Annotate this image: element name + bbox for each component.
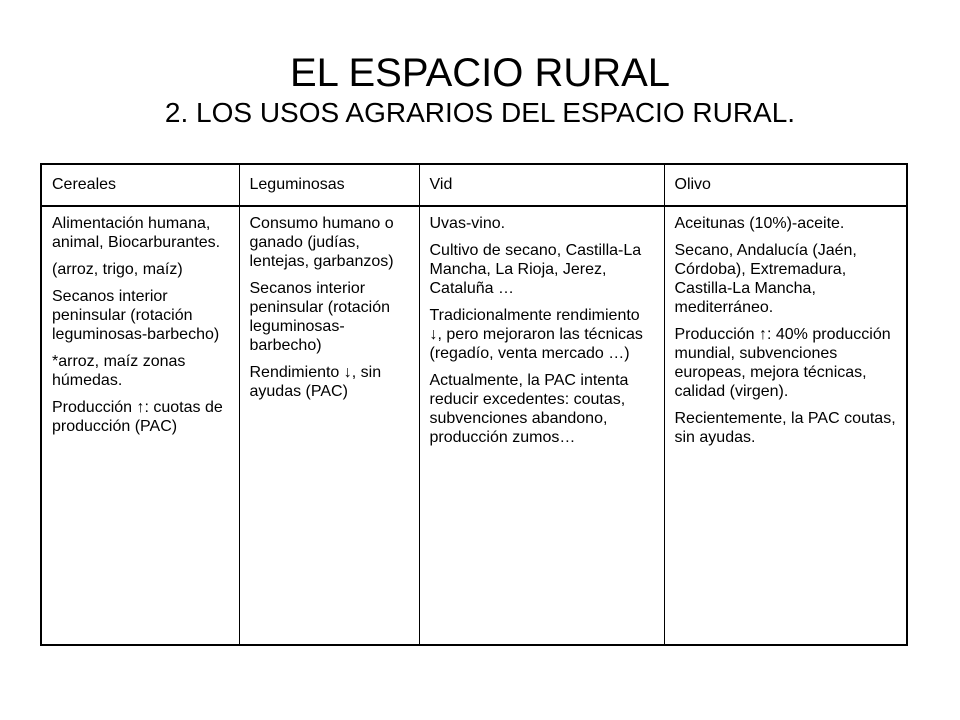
cell-olivo: [664, 206, 907, 645]
leguminosas-paragraph-3: Rendimiento ↓, sin ayudas (PAC): [249, 364, 382, 400]
header-cereales: Cereales: [41, 164, 239, 206]
cereales-paragraph-2: (arroz, trigo, maíz): [52, 261, 183, 278]
crops-table-container: [40, 163, 906, 646]
crops-table: [40, 163, 908, 646]
header-olivo: Olivo: [664, 164, 907, 206]
olivo-paragraph-1: Aceitunas (10%)-aceite.: [674, 215, 845, 232]
table-row: [41, 206, 907, 645]
slide-title: EL ESPACIO RURAL: [289, 51, 671, 95]
cell-leguminosas: [239, 206, 419, 645]
cereales-paragraph-1: Alimentación humana, animal, Biocarburantes.: [52, 215, 221, 251]
vid-paragraph-1: Uvas-vino.: [429, 215, 506, 232]
cell-cereales: [41, 206, 239, 645]
vid-paragraph-2: Cultivo de secano, Castilla-La Mancha, La Rioja, Jerez, Cataluña …: [429, 242, 642, 297]
olivo-paragraph-3: Producción ↑: 40% producción mundial, subvenciones europeas, mejora técnicas, calidad (virgen).: [674, 326, 891, 400]
header-vid: Vid: [419, 164, 664, 206]
olivo-paragraph-4: Recientemente, la PAC coutas, sin ayudas.: [674, 410, 896, 446]
cereales-paragraph-4: *arroz, maíz zonas húmedas.: [52, 353, 186, 389]
leguminosas-paragraph-2: Secanos interior peninsular (rotación leguminosas-barbecho): [249, 280, 391, 354]
cereales-paragraph-3: Secanos interior peninsular (rotación leguminosas-barbecho): [52, 288, 220, 343]
title-block: [0, 50, 960, 130]
slide-subtitle: 2. LOS USOS AGRARIOS DEL ESPACIO RURAL.: [164, 97, 796, 128]
cell-vid: [419, 206, 664, 645]
leguminosas-paragraph-1: Consumo humano o ganado (judías, lentejas, garbanzos): [249, 215, 394, 270]
table-header-row: [41, 164, 907, 206]
olivo-paragraph-2: Secano, Andalucía (Jaén, Córdoba), Extremadura, Castilla-La Mancha, mediterráneo.: [674, 242, 857, 316]
vid-paragraph-3: Tradicionalmente rendimiento ↓, pero mejoraron las técnicas (regadío, venta mercado …): [429, 307, 643, 362]
header-leguminosas: Leguminosas: [239, 164, 419, 206]
vid-paragraph-4: Actualmente, la PAC intenta reducir excedentes: coutas, subvenciones abandono, producción zumos…: [429, 372, 629, 446]
cereales-paragraph-5: Producción ↑: cuotas de producción (PAC): [52, 399, 223, 435]
